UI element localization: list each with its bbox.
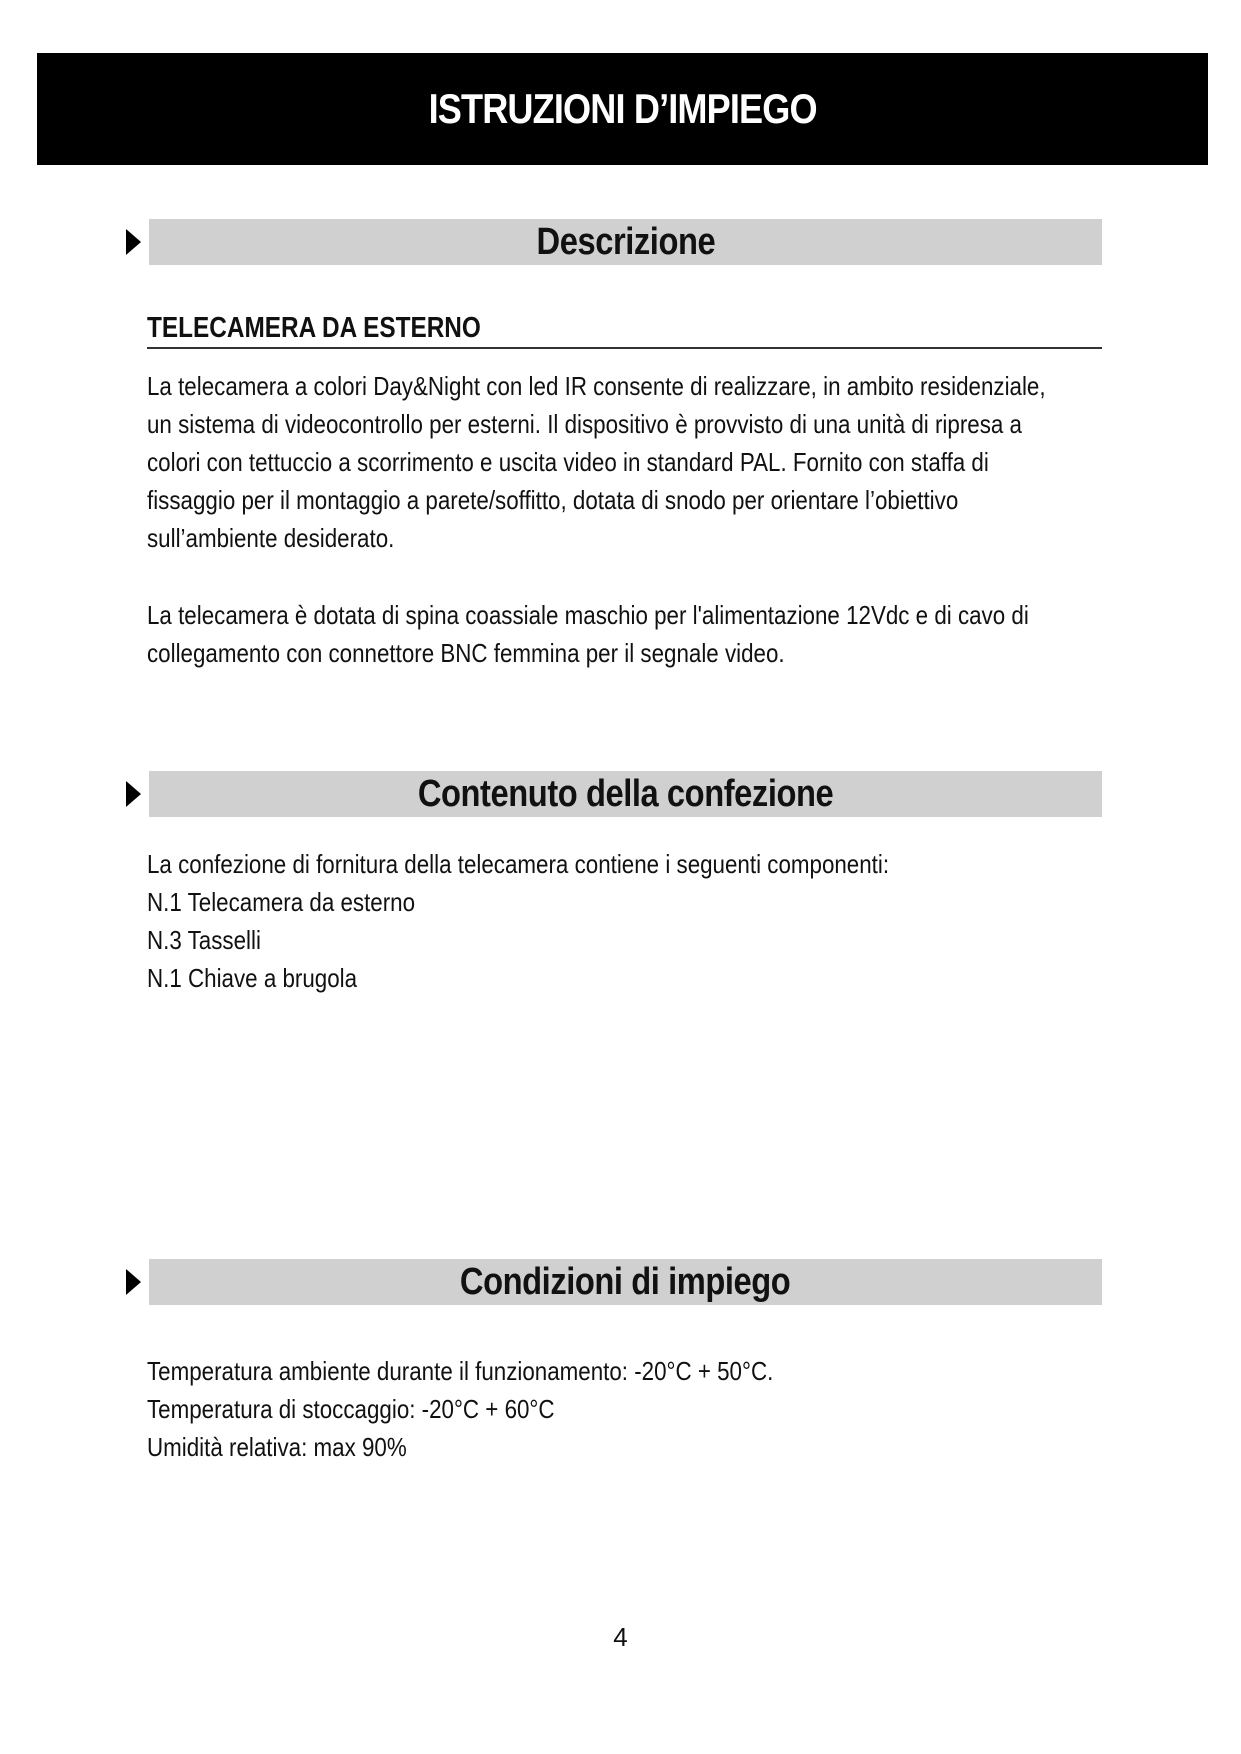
triangle-right-icon — [126, 1269, 141, 1295]
section-title: Descrizione — [536, 220, 715, 263]
list-item: Umidità relativa: max 90% — [147, 1432, 407, 1462]
list-item: N.1 Telecamera da esterno — [147, 887, 416, 917]
list-item: Temperatura ambiente durante il funzionamento: -20°C + 50°C. — [147, 1356, 774, 1386]
description-paragraph-2 — [147, 596, 1102, 672]
section-header-condizioni — [122, 1259, 1102, 1305]
section-bar — [149, 771, 1102, 817]
package-contents-list — [147, 845, 1010, 997]
page-title: ISTRUZIONI D’IMPIEGO — [428, 85, 817, 132]
text-line: sull’ambiente desiderato. — [147, 523, 395, 553]
list-item: Temperatura di stoccaggio: -20°C + 60°C — [147, 1394, 555, 1424]
section-title: Contenuto della confezione — [417, 772, 834, 815]
section-bar — [149, 1259, 1102, 1305]
section-header-contenuto — [122, 771, 1102, 817]
text-line: colori con tettuccio a scorrimento e uscita video in standard PAL. Fornito con staffa di — [147, 447, 989, 477]
subheading — [147, 312, 1102, 349]
text-line: collegamento con connettore BNC femmina per il segnale video. — [147, 638, 785, 668]
section-header-descrizione — [122, 219, 1102, 265]
description-paragraph-1 — [147, 367, 1102, 557]
section-title: Condizioni di impiego — [460, 1260, 791, 1303]
list-item: N.3 Tasselli — [147, 925, 261, 955]
subheading-text: TELECAMERA DA ESTERNO — [147, 312, 481, 344]
page-number: 4 — [613, 1622, 628, 1652]
text-line: fissaggio per il montaggio a parete/soffitto, dotata di snodo per orientare l’obiettivo — [147, 485, 959, 515]
triangle-right-icon — [126, 781, 141, 807]
list-item: N.1 Chiave a brugola — [147, 963, 358, 993]
text-line: un sistema di videocontrollo per esterni. Il dispositivo è provvisto di una unità di ripresa a — [147, 409, 1022, 439]
text-line: La telecamera a colori Day&Night con led IR consente di realizzare, in ambito residenziale, — [147, 371, 1046, 401]
text-line: La telecamera è dotata di spina coassiale maschio per l'alimentazione 12Vdc e di cavo di — [147, 600, 1029, 630]
operating-conditions-list — [147, 1352, 875, 1466]
title-banner — [37, 53, 1208, 165]
triangle-right-icon — [126, 229, 141, 255]
list-intro: La confezione di fornitura della telecamera contiene i seguenti componenti: — [147, 849, 890, 879]
section-bar — [149, 219, 1102, 265]
